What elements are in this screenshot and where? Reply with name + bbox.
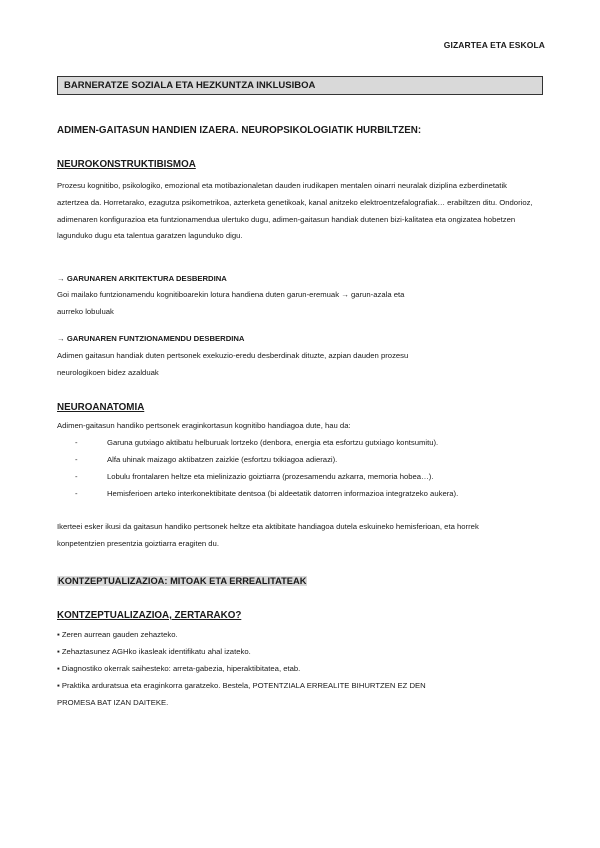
list-item: ▪ Zeren aurrean gauden zehazteko. — [57, 630, 178, 639]
list-item: - Hemisferioen arteko interkonektibitate dentsoa (bi aldeetatik datorren informazioa integratzeko aukera). — [75, 489, 459, 498]
page-header-title: GIZARTEA ETA ESKOLA — [443, 40, 545, 50]
neuroanatomia-intro: Adimen-gaitasun handiko pertsonek eraginkortasun kognitibo handiagoa dute, hau da: — [57, 421, 351, 430]
list-item: ▪ Praktika arduratsua eta eraginkorra garatzeko. Bestela, POTENTZIALA ERREALITE BIHURTZEN EZ DEN — [57, 681, 426, 690]
heading-neurokonstruktibismoa: NEUROKONSTRUKTIBISMOA — [57, 159, 196, 170]
heading-kontzeptualizazioa: KONTZEPTUALIZAZIOA: MITOAK ETA ERREALITATEAK — [58, 576, 307, 586]
list-item: - Alfa uhinak maizago aktibatzen zaizkie (esfortzu txikiagoa adierazi). — [75, 455, 338, 464]
subheading-zertarako: KONTZEPTUALIZAZIOA, ZERTARAKO? — [57, 610, 242, 621]
arkitektura-line-2: aurreko lobuluak — [57, 307, 114, 316]
list-item: ▪ Diagnostiko okerrak saihesteko: arreta-gabezia, hiperaktibitatea, etab. — [57, 664, 301, 673]
subheading-funtzionamendu: → GARUNAREN FUNTZIONAMENDU DESBERDINA — [57, 334, 245, 343]
funtzionamendu-line-1: Adimen gaitasun handiak duten pertsonek exekuzio-eredu desberdinak dituzte, azpian dauden prozesu — [57, 351, 409, 360]
heading-neuroanatomia: NEUROANATOMIA — [57, 402, 145, 413]
section-title-box: BARNERATZE SOZIALA ETA HEZKUNTZA INKLUSIBOA — [57, 76, 543, 95]
neuroanatomia-outro: Ikerteei esker ikusi da gaitasun handiko pertsonek heltze eta aktibitate handiagoa dutela eskuineko hemisferioan, eta horrek konpetentzien presentzia goiztiarra eragiten du. — [57, 522, 479, 548]
subheading-arkitektura: → GARUNAREN ARKITEKTURA DESBERDINA — [57, 274, 227, 283]
list-item: ▪ Zehaztasunez AGHko ikasleak identifikatu ahal izateko. — [57, 647, 251, 656]
funtzionamendu-line-2: neurologikoen bidez azalduak — [57, 368, 159, 377]
list-item: - Lobulu frontalaren heltze eta mielinizazio goiztiarra (prozesamendu azkarra, memoria hobea…). — [75, 472, 434, 481]
main-heading: ADIMEN-GAITASUN HANDIEN IZAERA. NEUROPSIKOLOGIATIK HURBILTZEN: — [57, 125, 422, 136]
arkitektura-line-1: Goi mailako funtzionamendu kognitiboarekin lotura handiena duten garun-eremuak → garun-azala eta — [57, 290, 405, 299]
list-item: - Garuna gutxiago aktibatu helburuak lortzeko (denbora, energia eta esfortzu gutxiago kontsumitu). — [75, 438, 439, 447]
paragraph-neurokonstruktibismoa: Prozesu kognitibo, psikologiko, emozional eta motibazionaletan dauden irudikapen mentalen oinarri neuralak diziplina ezberdinetatik aztertzea da. Horretarako, ezagutza psikometrikoa, azterketa genetikoak, kanal anitzeko elektroentzefalografiak… erabiltzen ditu. Ondorioz, adimenaren konfigurazioa eta funtzionamendua ulertuko dugu, adimen-gaitasun handiak dutenen bizi-kalitatea eta ongizatea hobetzen lagunduko dugu eta talentua garatzen lagunduko digu. — [57, 181, 533, 241]
neuroanatomia-list — [57, 434, 527, 502]
list-item-continuation: PROMESA BAT IZAN DAITEKE. — [57, 698, 169, 707]
